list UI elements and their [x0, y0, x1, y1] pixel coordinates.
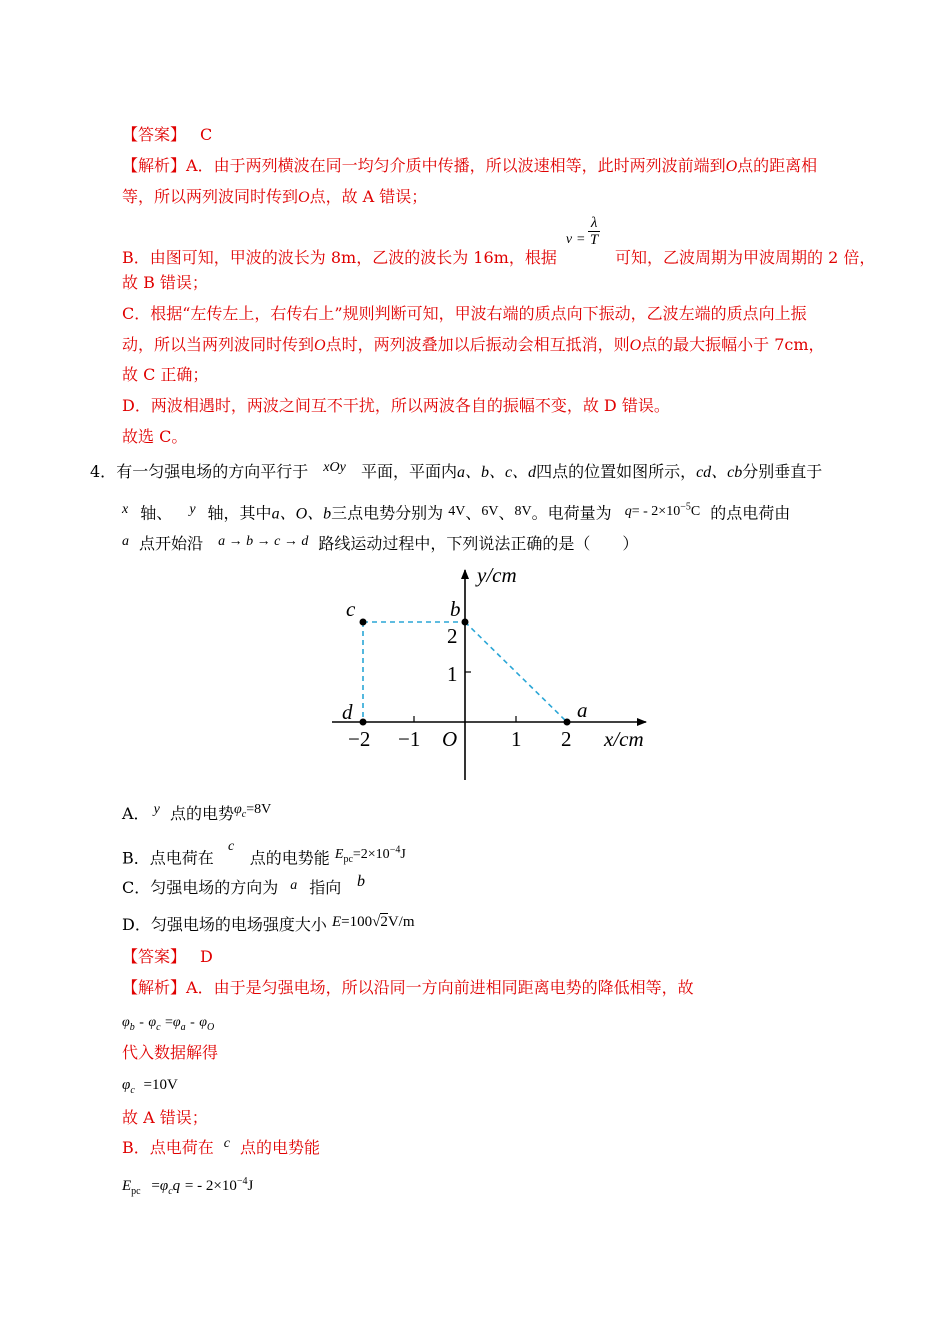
answer-value: C	[200, 125, 213, 144]
option-c-b-symbol: b	[357, 873, 365, 890]
point-b	[462, 619, 469, 626]
tick-label-x-2: 2	[561, 727, 572, 751]
q4-answer-value: D	[200, 947, 213, 966]
tick-label-y-1: 1	[447, 662, 458, 686]
option-a[interactable]: A． y	[122, 802, 160, 823]
tick-label-y-2: 2	[447, 624, 458, 648]
equation-3: $E_{pc} =\varphi_cq$ = - $2\times 10^{-4}J$	[122, 1176, 254, 1197]
label-c: c	[346, 597, 356, 621]
tick-label-x-1: 1	[511, 727, 522, 751]
origin-label: O	[442, 727, 458, 751]
conclusion: 故选 C。	[122, 427, 188, 446]
option-c[interactable]: C．匀强电场的方向为 a 指向	[122, 878, 342, 897]
formula-v-lambda-t: v = $\frac{\lambda}{T}$	[565, 215, 599, 248]
option-d[interactable]: D．匀强电场的电场强度大小 E=100√2V/m	[122, 914, 415, 934]
analysis-tag: 【解析】	[122, 156, 187, 175]
tick-label-x-neg2: −2	[348, 727, 371, 751]
y-axis-label: y/cm	[477, 563, 517, 587]
charge-formula: $q= - 2\times 10^{-5}C$	[624, 501, 701, 519]
point-a	[564, 719, 571, 726]
option-b[interactable]: B．点电荷在 点的电势能 $E_{pc}=2\times 10^{-4}J$	[122, 844, 406, 868]
tick-label-x-neg1: −1	[398, 727, 421, 751]
label-b: b	[450, 597, 461, 621]
label-d: d	[342, 700, 353, 724]
equation-2: $\varphi_c =10V$	[122, 1077, 178, 1096]
point-c	[360, 619, 367, 626]
x-axis-label: x/cm	[604, 727, 644, 751]
equation-1: $\varphi_b - \varphi_c =\varphi_a - \varphi_O$	[122, 1015, 215, 1033]
point-d	[360, 719, 367, 726]
label-a: a	[577, 698, 588, 722]
path-formula: a → b → c → d	[218, 534, 309, 549]
coordinate-figure	[326, 560, 656, 790]
question-number: 4．	[90, 462, 117, 481]
answer-tag: 【答案】	[122, 125, 187, 144]
option-b-c-symbol: c	[228, 839, 235, 854]
